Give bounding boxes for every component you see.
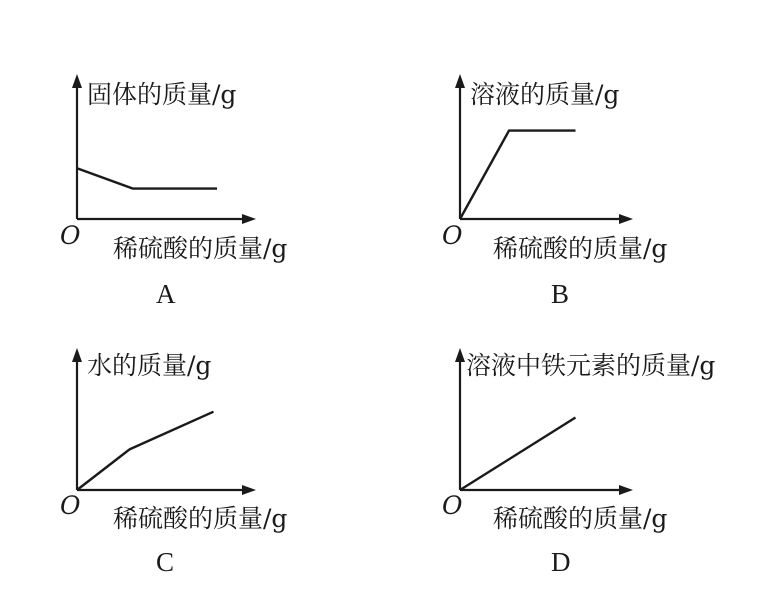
- data-line: [77, 412, 214, 490]
- y-axis-label: 溶液中铁元素的质量/g: [466, 351, 716, 380]
- origin-label: O: [60, 221, 81, 250]
- y-axis-arrow: [455, 348, 465, 362]
- x-axis-arrow: [242, 485, 256, 495]
- chart-panel-b: [442, 74, 667, 309]
- y-axis-label: 固体的质量/g: [87, 80, 237, 109]
- x-axis-label: 稀硫酸的质量/g: [113, 504, 288, 533]
- chart-panel-c: [60, 348, 287, 577]
- x-axis-arrow: [619, 485, 633, 495]
- panel-label: B: [551, 279, 570, 309]
- y-axis-arrow: [455, 74, 465, 88]
- data-line: [460, 418, 576, 491]
- y-axis-label: 溶液的质量/g: [470, 80, 620, 109]
- panel-label: A: [156, 279, 176, 309]
- origin-label: O: [60, 491, 81, 520]
- origin-label: O: [442, 221, 463, 250]
- y-axis-arrow: [72, 348, 82, 362]
- x-axis-label: 稀硫酸的质量/g: [493, 234, 668, 263]
- panel-label: D: [551, 547, 571, 577]
- data-line: [77, 168, 217, 188]
- origin-label: O: [442, 491, 463, 520]
- x-axis-arrow: [619, 214, 633, 224]
- x-axis-label: 稀硫酸的质量/g: [493, 504, 668, 533]
- data-line: [460, 131, 576, 219]
- chart-panel-d: [442, 348, 715, 577]
- x-axis-arrow: [242, 214, 256, 224]
- x-axis-label: 稀硫酸的质量/g: [113, 234, 288, 263]
- y-axis-arrow: [72, 74, 82, 88]
- y-axis-label: 水的质量/g: [87, 351, 212, 380]
- panel-label: C: [156, 547, 175, 577]
- chart-panel-a: [60, 74, 287, 309]
